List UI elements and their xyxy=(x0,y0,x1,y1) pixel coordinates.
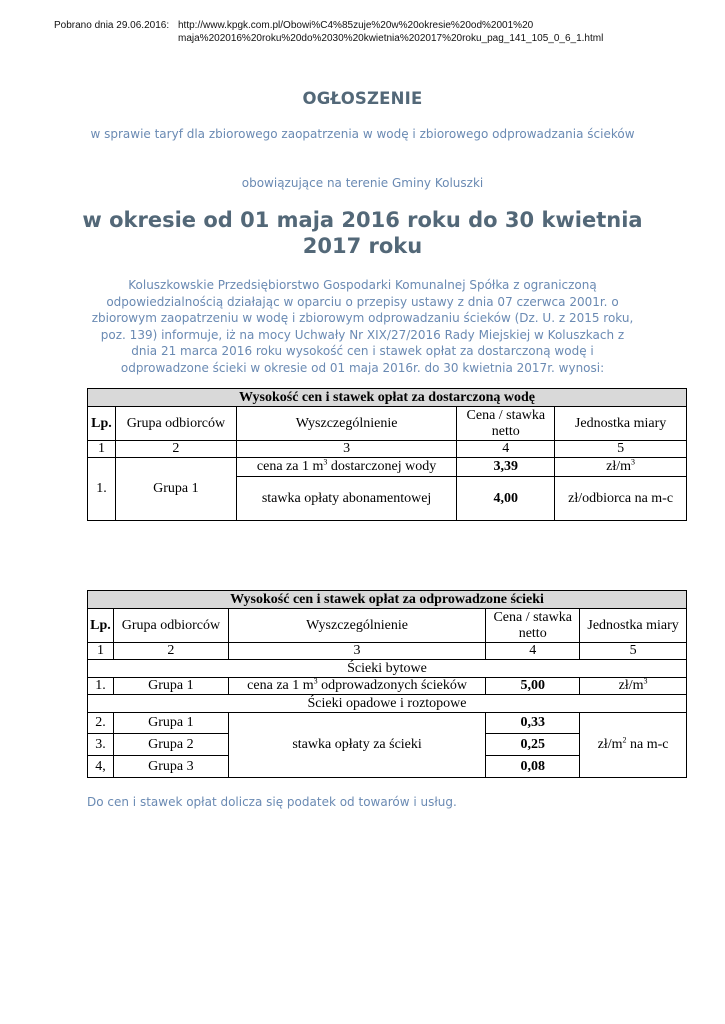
column-number: 1 xyxy=(88,441,116,458)
column-number: 5 xyxy=(580,643,687,660)
column-number: 5 xyxy=(555,441,687,458)
column-header-lp: Lp. xyxy=(88,407,116,441)
row-price: 3,39 xyxy=(457,458,555,477)
notice-area: obowiązujące na terenie Gminy Koluszki xyxy=(241,176,484,190)
row-group: Grupa 1 xyxy=(115,458,236,521)
row-unit: zł/odbiorca na m-c xyxy=(555,477,687,521)
row-spec: cena za 1 $m^3$ odprowadzonych ścieków xyxy=(228,678,485,695)
row-price: 0,25 xyxy=(486,734,580,756)
notice-title: OGŁOSZENIE xyxy=(302,89,423,108)
row-price: 0,08 xyxy=(486,756,580,778)
row-price: 5,00 xyxy=(486,678,580,695)
section-household-sewage: Ścieki bytowe xyxy=(88,660,687,678)
row-price: 0,33 xyxy=(486,713,580,734)
table-row xyxy=(88,713,687,734)
sewage-tariff-table xyxy=(87,590,687,778)
source-url-line2: maja%202016%20roku%20do%2030%20kwietnia%202017%20roku_pag_141_105_0_6_1.html xyxy=(178,33,604,44)
column-header-spec: Wyszczególnienie xyxy=(236,407,457,441)
table-row xyxy=(88,678,687,695)
column-header-lp: Lp. xyxy=(88,609,114,643)
row-group: Grupa 3 xyxy=(113,756,228,778)
column-number: 4 xyxy=(486,643,580,660)
source-url-line1: http://www.kpgk.com.pl/Obowi%C4%85zuje%20w%20okresie%20od%2001%20 xyxy=(178,20,534,31)
column-header-price: Cena / stawka netto xyxy=(457,407,555,441)
row-spec: stawka opłaty abonamentowej xyxy=(236,477,457,521)
table-caption: Wysokość cen i stawek opłat za odprowadzone ścieki xyxy=(88,591,687,609)
section-rain-sewage: Ścieki opadowe i roztopowe xyxy=(88,695,687,713)
column-number: 2 xyxy=(115,441,236,458)
column-number: 1 xyxy=(88,643,114,660)
column-header-group: Grupa odbiorców xyxy=(115,407,236,441)
water-tariff-table xyxy=(87,388,687,521)
column-number: 2 xyxy=(113,643,228,660)
row-spec: cena za 1 $m^3$ dostarczonej wody xyxy=(236,458,457,477)
column-number: 4 xyxy=(457,441,555,458)
column-number: 3 xyxy=(228,643,485,660)
row-lp: 4, xyxy=(88,756,114,778)
row-lp: 3. xyxy=(88,734,114,756)
row-price: 4,00 xyxy=(457,477,555,521)
row-unit: $zł/m^3$ xyxy=(555,458,687,477)
retrieval-header xyxy=(54,19,603,45)
column-header-group: Grupa odbiorców xyxy=(113,609,228,643)
column-header-spec: Wyszczególnienie xyxy=(228,609,485,643)
row-lp: 1. xyxy=(88,678,114,695)
row-spec: stawka opłaty za ścieki xyxy=(228,713,485,778)
row-group: Grupa 1 xyxy=(113,713,228,734)
row-group: Grupa 2 xyxy=(113,734,228,756)
column-header-price: Cena / stawka netto xyxy=(486,609,580,643)
notice-period: w okresie od 01 maja 2016 roku do 30 kwietnia 2017 roku xyxy=(82,208,643,258)
row-group: Grupa 1 xyxy=(113,678,228,695)
notice-subtitle: w sprawie taryf dla zbiorowego zaopatrzenia w wodę i zbiorowego odprowadzania ścieków xyxy=(90,127,635,141)
row-unit: $zł/m^2$ na m-c xyxy=(580,713,687,778)
column-number: 3 xyxy=(236,441,457,458)
tax-footnote: Do cen i stawek opłat dolicza się podatek od towarów i usług. xyxy=(87,795,457,809)
notice-intro: Koluszkowskie Przedsiębiorstwo Gospodarki Komunalnej Spółka z ograniczoną odpowiedzialnością działając w oparciu o przepisy ustawy z dnia 07 czerwca 2001r. o zbiorowym zaopatrzeniu w wodę i zbiorowym odprowadzaniu ścieków (Dz. U. z 2015 roku, poz. 139) informuje, iż na mocy Uchwały Nr XIX/27/2016 Rady Miejskiej w Koluszkach z dnia 21 marca 2016 roku wysokość cen i stawek opłat za dostarczoną wodę i odprowadzone ścieki w okresie od 01 maja 2016r. do 30 kwietnia 2017r. wynosi: xyxy=(91,278,634,375)
column-header-unit: Jednostka miary xyxy=(580,609,687,643)
retrieved-date: Pobrano dnia 29.06.2016: xyxy=(54,20,170,31)
row-lp: 1. xyxy=(88,458,116,521)
table-row xyxy=(88,458,687,477)
row-unit: $zł/m^3$ xyxy=(580,678,687,695)
table-caption: Wysokość cen i stawek opłat za dostarczoną wodę xyxy=(88,389,687,407)
row-lp: 2. xyxy=(88,713,114,734)
column-header-unit: Jednostka miary xyxy=(555,407,687,441)
